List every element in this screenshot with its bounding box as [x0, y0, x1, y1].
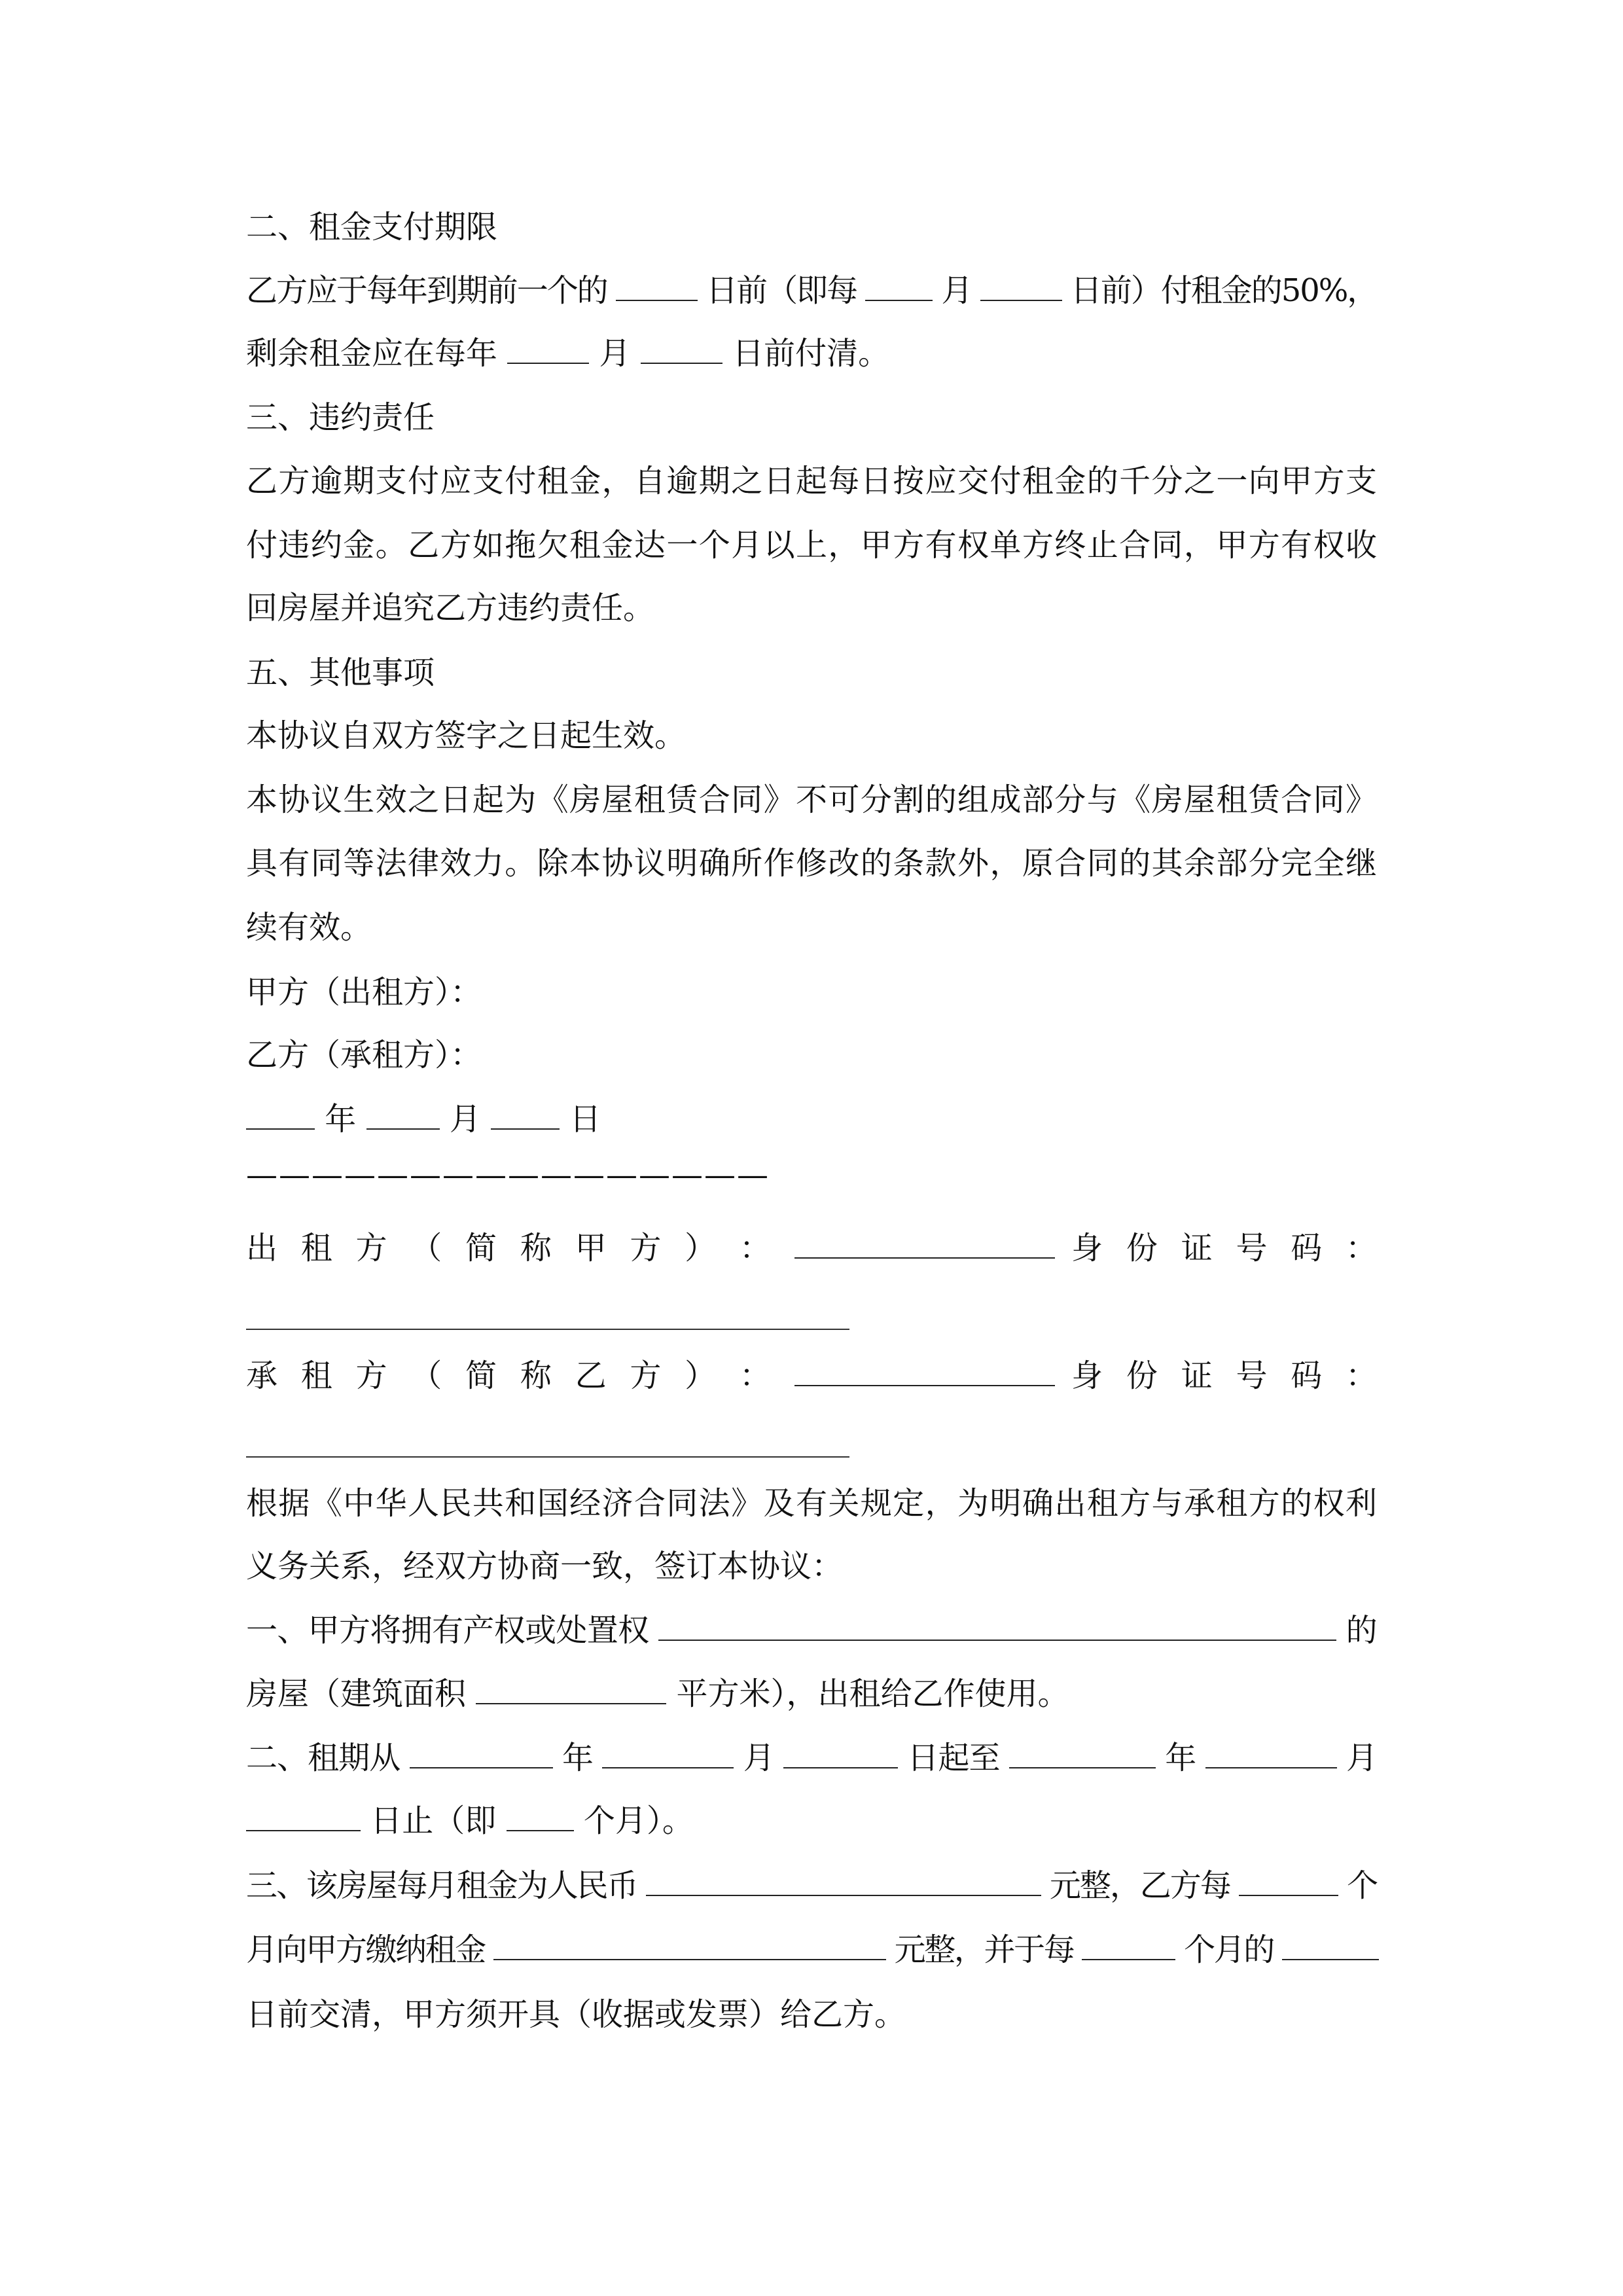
text-line	[246, 271, 1377, 310]
text-line	[246, 973, 1377, 1012]
fill-in-blank[interactable]	[491, 1100, 560, 1130]
text-segment: 月向甲方缴纳租金	[246, 1931, 485, 1968]
text-segment: 元整，乙方每	[1049, 1867, 1230, 1904]
text-segment: 剩余租金应在每年	[246, 335, 498, 372]
text-segment: 日起至	[907, 1740, 1000, 1776]
fill-in-blank[interactable]	[493, 1930, 886, 1960]
text-segment: 年	[1165, 1740, 1196, 1776]
text-segment: 个月的	[1184, 1931, 1274, 1968]
text-segment: 二、租金支付期限	[246, 209, 498, 245]
text-segment: 甲方（出租方）：	[246, 974, 482, 1011]
id-number-blank-line[interactable]	[246, 1456, 849, 1458]
text-segment: 根据《中华人民共和国经济合同法》及有关规定，为明确出租方与承租方的权利	[246, 1485, 1377, 1522]
fill-in-blank[interactable]	[507, 1801, 574, 1831]
text-segment: 身 份 证 号 码 ：	[1071, 1230, 1377, 1266]
fill-in-blank[interactable]	[366, 1100, 440, 1130]
fill-in-blank[interactable]	[865, 271, 933, 301]
text-segment: 乙方应于每年到期前一个的	[246, 272, 607, 309]
text-segment: ————————————————	[246, 1157, 770, 1193]
text-segment: 月	[1346, 1740, 1378, 1776]
text-segment: 乙方（承租方）：	[246, 1037, 482, 1073]
text-segment: 元整，并于每	[894, 1931, 1074, 1968]
text-segment: 日前付清。	[732, 335, 890, 372]
text-segment: 承 租 方 （ 简 称 乙 方 ） ：	[246, 1357, 778, 1394]
text-segment: 本协议生效之日起为《房屋租赁合同》不可分割的组成部分与《房屋租赁合同》	[246, 781, 1377, 818]
text-line	[246, 1035, 1377, 1075]
text-line	[246, 844, 1377, 883]
text-segment: 平方米），出租给乙作使用。	[676, 1676, 1069, 1712]
text-segment: 月	[449, 1101, 481, 1138]
text-line	[246, 1866, 1377, 1905]
fill-in-blank[interactable]	[1205, 1738, 1337, 1768]
text-segment: 具有同等法律效力。除本协议明确所作修改的条款外，原合同的其余部分完全继	[246, 845, 1377, 882]
fill-in-blank[interactable]	[658, 1611, 1336, 1641]
text-line	[246, 207, 1377, 247]
text-line	[246, 1995, 1377, 2034]
text-segment: 二、租期从	[246, 1740, 401, 1776]
text-segment: 个	[1347, 1867, 1378, 1904]
text-segment: 月	[599, 335, 631, 372]
text-segment: 回房屋并追究乙方违约责任。	[246, 590, 655, 626]
text-segment: 出 租 方 （ 简 称 甲 方 ） ：	[246, 1230, 778, 1266]
text-line	[246, 526, 1377, 565]
text-segment: 月	[941, 272, 972, 309]
fill-in-blank[interactable]	[646, 1866, 1041, 1896]
text-segment: 个月）。	[583, 1803, 694, 1839]
text-segment: 的	[1346, 1612, 1377, 1649]
text-segment: 付违约金。乙方如拖欠租金达一个月以上，甲方有权单方终止合同，甲方有权收	[246, 527, 1377, 564]
text-segment: 身 份 证 号 码 ：	[1071, 1357, 1377, 1394]
text-segment: 月	[743, 1740, 774, 1776]
text-segment: 年	[562, 1740, 594, 1776]
text-line	[246, 1801, 1377, 1840]
fill-in-blank[interactable]	[476, 1674, 666, 1704]
fill-in-blank[interactable]	[616, 271, 698, 301]
text-segment: 年	[325, 1101, 357, 1138]
text-segment: 义务关系，经双方协商一致，签订本协议：	[246, 1548, 844, 1585]
text-line	[246, 653, 1377, 692]
text-segment: 本协议自双方签字之日起生效。	[246, 717, 687, 754]
text-segment: 日前（即每	[706, 272, 857, 309]
text-segment: 日前）付租金的50%，	[1070, 272, 1378, 309]
fill-in-blank[interactable]	[1282, 1930, 1379, 1960]
text-segment: 日止（即	[370, 1803, 497, 1839]
text-line	[246, 1229, 1377, 1268]
text-line	[246, 1155, 1377, 1194]
fill-in-blank[interactable]	[794, 1229, 1055, 1259]
text-line	[246, 398, 1377, 437]
text-line	[246, 1100, 1377, 1139]
fill-in-blank[interactable]	[602, 1738, 734, 1768]
text-line	[246, 1484, 1377, 1523]
text-segment: 日	[569, 1101, 601, 1138]
text-line	[246, 1611, 1377, 1650]
text-line	[246, 1930, 1377, 1969]
fill-in-blank[interactable]	[980, 271, 1062, 301]
text-segment: 日前交清，甲方须开具（收据或发票）给乙方。	[246, 1996, 906, 2033]
id-number-blank-line[interactable]	[246, 1329, 849, 1330]
text-line	[246, 1356, 1377, 1395]
text-segment: 乙方逾期支付应支付租金，自逾期之日起每日按应交付租金的千分之一向甲方支	[246, 463, 1377, 499]
text-segment: 五、其他事项	[246, 655, 435, 691]
text-line	[246, 1738, 1377, 1778]
text-line	[246, 780, 1377, 819]
fill-in-blank[interactable]	[794, 1356, 1055, 1386]
fill-in-blank[interactable]	[1009, 1738, 1156, 1768]
text-segment: 房屋（建筑面积	[246, 1676, 467, 1712]
fill-in-blank[interactable]	[783, 1738, 898, 1768]
fill-in-blank[interactable]	[410, 1738, 553, 1768]
text-line	[246, 588, 1377, 628]
text-line	[246, 908, 1377, 947]
text-line	[246, 1547, 1377, 1586]
text-line	[246, 461, 1377, 501]
fill-in-blank[interactable]	[246, 1801, 361, 1831]
text-segment: 三、违约责任	[246, 399, 435, 436]
fill-in-blank[interactable]	[507, 334, 589, 364]
text-segment: 续有效。	[246, 909, 372, 946]
text-segment: 一、甲方将拥有产权或处置权	[246, 1612, 649, 1649]
fill-in-blank[interactable]	[246, 1100, 315, 1130]
text-line	[246, 716, 1377, 755]
text-line	[246, 334, 1377, 373]
fill-in-blank[interactable]	[1239, 1866, 1338, 1896]
text-segment: 三、该房屋每月租金为人民币	[246, 1867, 637, 1904]
fill-in-blank[interactable]	[1082, 1930, 1175, 1960]
fill-in-blank[interactable]	[641, 334, 722, 364]
text-line	[246, 1674, 1377, 1713]
